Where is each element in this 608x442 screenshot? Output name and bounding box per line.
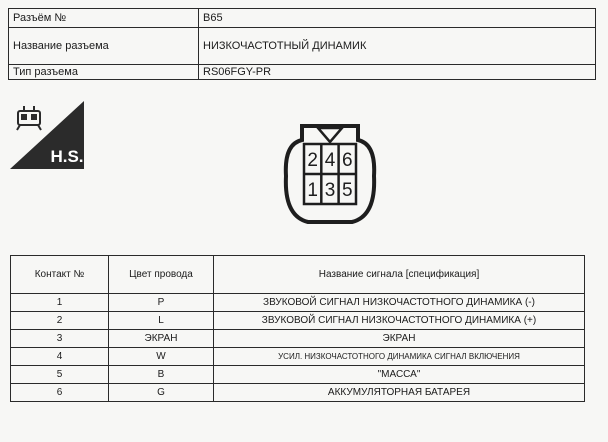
pin-label: 4	[324, 150, 336, 171]
pin-table-header	[11, 256, 585, 294]
wire-color: P	[109, 294, 214, 312]
pin-label: 3	[324, 180, 336, 201]
pin-label: 6	[342, 150, 353, 171]
table-row	[11, 330, 585, 348]
signal-name: ЗВУКОВОЙ СИГНАЛ НИЗКОЧАСТОТНОГО ДИНАМИКА (-)	[214, 294, 585, 312]
info-row-connector-name	[9, 28, 596, 65]
table-row	[11, 348, 585, 366]
pin-label: 2	[307, 150, 318, 171]
info-row-connector-number	[9, 9, 596, 28]
signal-name: УСИЛ. НИЗКОЧАСТОТНОГО ДИНАМИКА СИГНАЛ ВКЛЮЧЕНИЯ	[214, 348, 585, 366]
pin-number: 3	[11, 330, 109, 348]
info-value: RS06FGY-PR	[199, 65, 596, 80]
table-row	[11, 384, 585, 402]
signal-name: ЗВУКОВОЙ СИГНАЛ НИЗКОЧАСТОТНОГО ДИНАМИКА (+)	[214, 312, 585, 330]
wire-color: W	[109, 348, 214, 366]
table-row	[11, 366, 585, 384]
pin-table	[10, 255, 585, 402]
connector-latch	[318, 128, 342, 142]
signal-name: АККУМУЛЯТОРНАЯ БАТАРЕЯ	[214, 384, 585, 402]
wire-color: B	[109, 366, 214, 384]
table-row	[11, 312, 585, 330]
connector-diagram	[280, 120, 380, 230]
hs-badge	[10, 101, 84, 169]
header-pin: Контакт №	[11, 256, 109, 294]
info-value: B65	[199, 9, 596, 28]
signal-name: "МАССА"	[214, 366, 585, 384]
info-value: НИЗКОЧАСТОТНЫЙ ДИНАМИК	[199, 28, 596, 65]
pin-number: 2	[11, 312, 109, 330]
info-row-connector-type	[9, 65, 596, 80]
wire-color: L	[109, 312, 214, 330]
wire-color: ЭКРАН	[109, 330, 214, 348]
pin-number: 1	[11, 294, 109, 312]
header-signal: Название сигнала [спецификация]	[214, 256, 585, 294]
header-wire-color: Цвет провода	[109, 256, 214, 294]
wire-color: G	[109, 384, 214, 402]
info-label: Разъём №	[9, 9, 199, 28]
badge-text: H.S.	[50, 147, 84, 166]
signal-name: ЭКРАН	[214, 330, 585, 348]
pin-number: 6	[11, 384, 109, 402]
pin-label: 5	[342, 180, 353, 201]
info-label: Название разъема	[9, 28, 199, 65]
pin-number: 5	[11, 366, 109, 384]
table-row	[11, 294, 585, 312]
info-label: Тип разъема	[9, 65, 199, 80]
connector-info-table	[8, 8, 596, 80]
pin-number: 4	[11, 348, 109, 366]
pin-label: 1	[307, 180, 318, 201]
